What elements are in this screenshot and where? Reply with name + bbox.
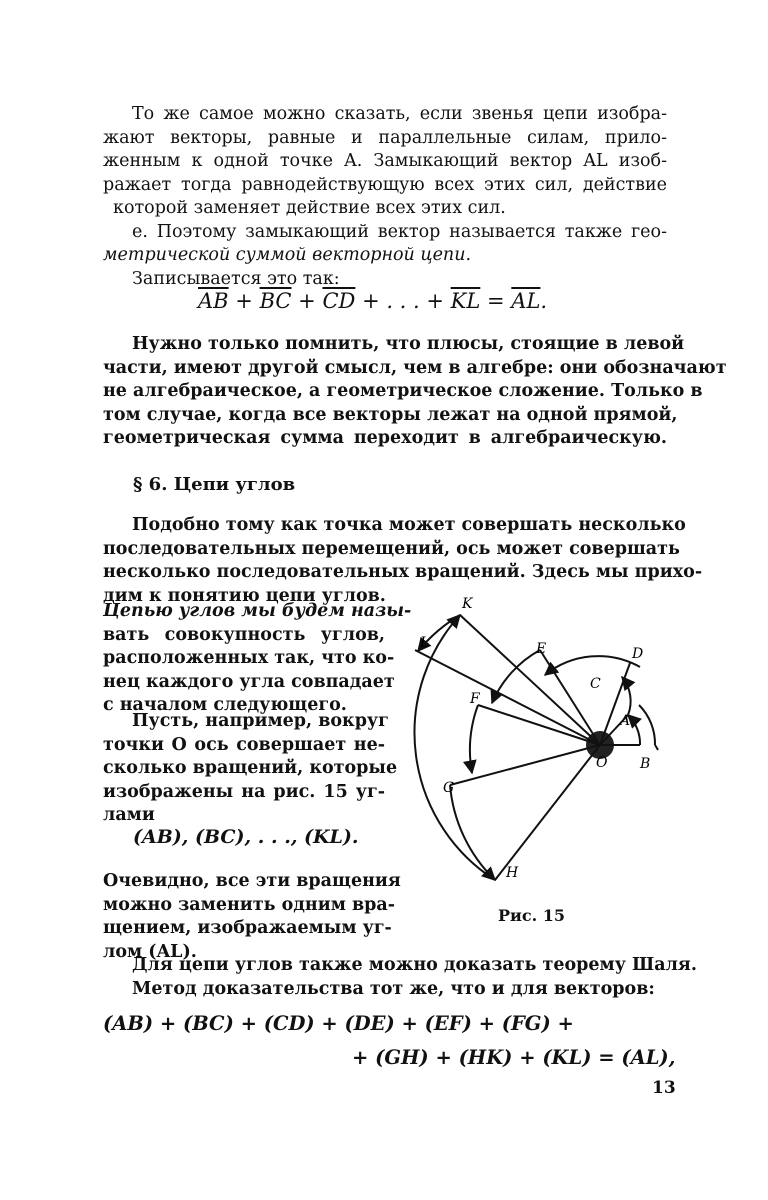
arc-gh [450, 785, 495, 880]
text-line: То же самое можно сказать, если звенья цепи изобра- [132, 104, 667, 124]
angle-chain-formula-line-2: + (GH) + (HK) + (KL) = (AL), [352, 1046, 676, 1069]
label-e: E [536, 641, 547, 657]
text-line: не алгебраическое, а геометрическое сложение. Только в [103, 381, 703, 401]
arc-b-end [655, 745, 658, 750]
text-line: сколько вращений, которые [103, 758, 398, 778]
ray-c [600, 663, 630, 745]
label-o: O [596, 755, 608, 771]
period: . [540, 289, 548, 313]
paragraph-7 [103, 954, 697, 1001]
text-line: нец каждого угла совпадает [103, 671, 395, 692]
text-line: точки O ось совершает не- [103, 734, 385, 755]
text-line: части, имеют другой смысл, чем в алгебре: они обозначают [103, 357, 727, 378]
text-line: лами [103, 805, 155, 825]
text-line: с началом следующего. [103, 695, 347, 715]
term-cd: $\overline{CD}$ [322, 289, 356, 313]
label-h: H [506, 865, 519, 881]
text-line: расположенных так, что ко- [103, 648, 395, 668]
text-line: вать совокупность углов, [103, 624, 385, 645]
op: + [235, 289, 253, 313]
angle-list-formula: (AB), (BC), . . ., (KL). [133, 826, 359, 848]
angle-chain-formula-line-1: (AB) + (BC) + (CD) + (DE) + (EF) + (FG) + [103, 1012, 574, 1035]
arc-ef [470, 705, 478, 773]
text-line: которой заменяет действие всех этих сил. [113, 198, 506, 218]
ray-e [478, 705, 600, 745]
label-c: C [590, 676, 601, 692]
ray-h [495, 745, 600, 880]
text-line: ражает тогда равнодействующую всех этих сил, действие [103, 174, 667, 195]
paragraph-5 [103, 710, 398, 828]
label-f: F [470, 691, 480, 707]
term-bc: $\overline{BC}$ [259, 289, 292, 313]
text-line: изображены на рис. 15 уг- [103, 781, 385, 802]
text-line: е. Поэтому замыкающий вектор называется также гео- [132, 221, 667, 242]
label-l: L [420, 635, 430, 651]
arc-outer-ab [639, 705, 655, 745]
text-line: лом (AL). [103, 941, 197, 962]
text-line: Подобно тому как точка может совершать несколько [132, 515, 686, 535]
text-line: Для цепи углов также можно доказать теорему Шаля. [132, 955, 697, 975]
label-g: G [443, 780, 455, 796]
term-kl: $\overline{KL}$ [450, 289, 481, 313]
text-line: жают векторы, равные и параллельные силам, прило- [103, 127, 667, 148]
arc-de [492, 650, 540, 703]
text-line: Очевидно, все эти вращения [103, 871, 401, 891]
text-line: Метод доказательства тот же, что и для векторов: [132, 978, 655, 999]
label-k: K [462, 596, 473, 612]
figure-caption: Рис. 15 [498, 906, 566, 925]
term-al: $\overline{AL}$ [511, 289, 541, 313]
text-line: несколько последовательных вращений. Здесь мы прихо- [103, 562, 703, 582]
arc-hk [414, 615, 495, 880]
op: + . . . + [362, 289, 444, 313]
text-line: Записывается это так: [132, 268, 340, 289]
text-line: Цепью углов мы будем назы- [103, 601, 412, 621]
text-line: Пусть, например, вокруг [132, 711, 389, 731]
paragraph-6 [103, 870, 401, 964]
op: + [298, 289, 316, 313]
figure-angle-chain [400, 585, 670, 905]
section-heading: § 6. Цепи углов [133, 474, 296, 495]
term-ab: $\overline{AB}$ [198, 289, 229, 313]
label-b: B [640, 756, 651, 772]
label-d: D [632, 646, 644, 662]
op: = [487, 289, 505, 313]
label-a: A [620, 713, 631, 729]
ray-f [450, 745, 600, 785]
text-line: можно заменить одним вра- [103, 894, 395, 915]
ray-k [460, 615, 600, 745]
text-line: геометрическая сумма переходит в алгебраическую. [103, 428, 667, 448]
text-line: том случае, когда все векторы лежат на одной прямой, [103, 404, 678, 425]
text-line: последовательных перемещений, ось может совершать [103, 538, 680, 559]
paragraph-1 [103, 103, 667, 291]
text-line: дим к понятию цепи углов. [103, 585, 386, 606]
text-line: щением, изображаемым уг- [103, 918, 392, 938]
ray-l [415, 650, 600, 745]
vector-sum-formula [198, 289, 547, 313]
text-line: Нужно только помнить, что плюсы, стоящие в левой [132, 334, 685, 354]
page-number: 13 [652, 1078, 676, 1098]
paragraph-4 [103, 600, 412, 718]
text-line: метрической суммой векторной цепи. [103, 245, 472, 265]
paragraph-2 [103, 333, 727, 451]
text-line: женным к одной точке A. Замыкающий вектор AL изоб- [103, 151, 667, 171]
